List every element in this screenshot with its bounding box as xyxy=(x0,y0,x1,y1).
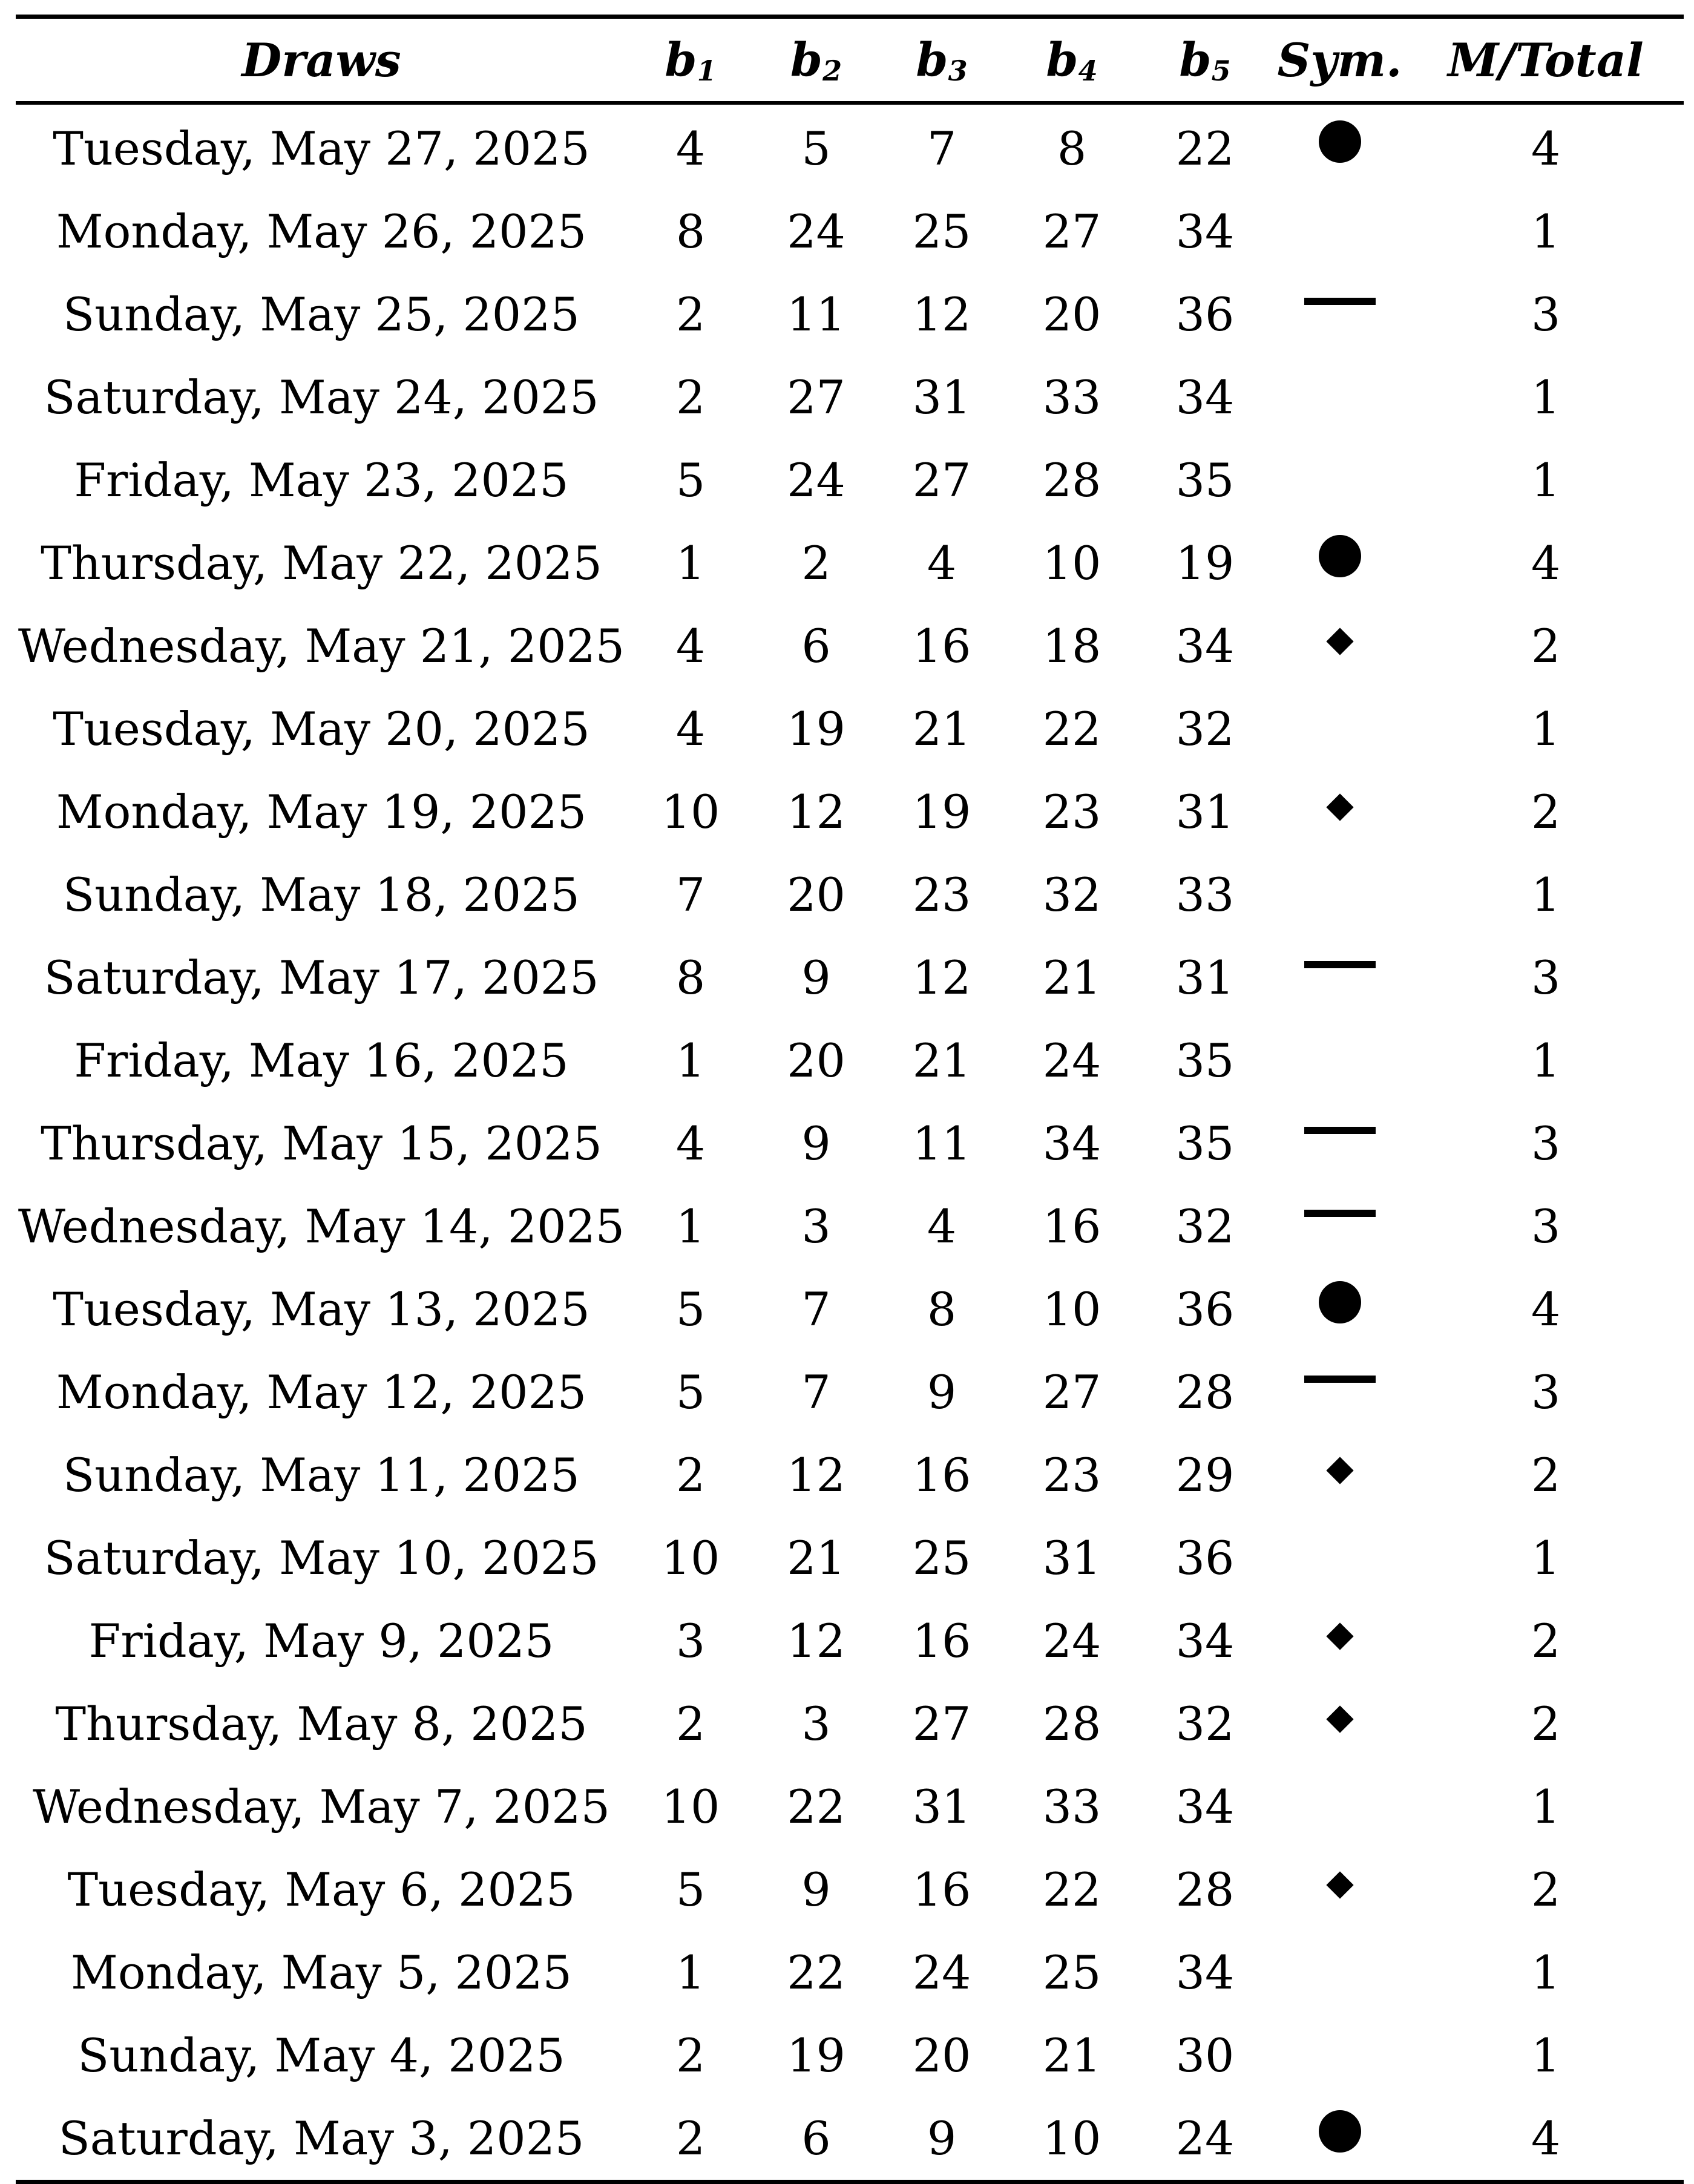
ball-b5: 32 xyxy=(1175,1697,1235,1751)
ball-b5: 36 xyxy=(1175,1531,1235,1585)
ball-b3: 23 xyxy=(912,868,971,922)
ball-b2: 2 xyxy=(801,536,831,590)
draw-date: Tuesday, May 6, 2025 xyxy=(67,1863,576,1917)
ball-b2: 19 xyxy=(787,2028,845,2082)
ball-b3: 8 xyxy=(927,1282,957,1336)
ball-b5: 35 xyxy=(1175,1117,1235,1170)
symbol-cell xyxy=(1272,770,1408,853)
ball-b5: 35 xyxy=(1175,453,1235,507)
match-total: 1 xyxy=(1531,205,1561,258)
draw-date: Sunday, May 4, 2025 xyxy=(77,2028,565,2082)
header-b1 xyxy=(627,19,754,101)
ball-b4: 10 xyxy=(1042,536,1101,590)
match-total: 1 xyxy=(1531,1780,1561,1834)
match-total: 1 xyxy=(1531,868,1561,922)
draw-date: Thursday, May 8, 2025 xyxy=(55,1697,588,1751)
ball-b5: 34 xyxy=(1175,1946,1235,1999)
ball-b1: 2 xyxy=(675,287,706,341)
draw-date: Monday, May 26, 2025 xyxy=(56,205,587,258)
symbol-cell xyxy=(1272,1765,1408,1848)
draws-table-container xyxy=(16,15,1684,2184)
table-row xyxy=(16,1268,1684,1351)
circle-icon xyxy=(1319,120,1361,163)
ball-b4: 22 xyxy=(1042,1863,1101,1917)
header-sym: Sym. xyxy=(1277,33,1402,87)
dash-icon xyxy=(1304,1127,1376,1134)
match-total: 3 xyxy=(1531,951,1561,1005)
ball-b2: 21 xyxy=(787,1531,845,1585)
table-row xyxy=(16,1682,1684,1765)
match-total: 1 xyxy=(1531,453,1561,507)
symbol-cell xyxy=(1272,1019,1408,1102)
ball-b4: 8 xyxy=(1057,122,1087,175)
ball-b3: 25 xyxy=(912,205,971,258)
ball-b1: 1 xyxy=(675,1199,706,1253)
draw-date: Wednesday, May 14, 2025 xyxy=(18,1199,625,1253)
ball-b4: 23 xyxy=(1042,1448,1101,1502)
ball-b2: 24 xyxy=(787,205,845,258)
ball-b3: 31 xyxy=(912,1780,971,1834)
draw-date: Tuesday, May 20, 2025 xyxy=(53,702,590,756)
ball-b1: 5 xyxy=(675,1365,706,1419)
ball-b3: 16 xyxy=(912,619,971,673)
ball-b1: 4 xyxy=(675,619,706,673)
table-row xyxy=(16,770,1684,853)
ball-b3: 9 xyxy=(927,1365,957,1419)
circle-icon xyxy=(1319,535,1361,577)
table-row xyxy=(16,1931,1684,2014)
symbol-cell xyxy=(1272,1517,1408,1599)
header-b5-letter: b xyxy=(1179,33,1212,87)
ball-b2: 12 xyxy=(787,785,845,839)
diamond-icon xyxy=(1326,628,1353,655)
ball-b1: 8 xyxy=(675,951,706,1005)
header-b4-subscript: 4 xyxy=(1078,54,1098,87)
draw-date: Wednesday, May 21, 2025 xyxy=(18,619,625,673)
header-row xyxy=(16,19,1684,101)
ball-b5: 34 xyxy=(1175,205,1235,258)
ball-b1: 1 xyxy=(675,1034,706,1087)
diamond-icon xyxy=(1326,1871,1353,1898)
draw-date: Sunday, May 11, 2025 xyxy=(63,1448,580,1502)
ball-b2: 3 xyxy=(801,1199,831,1253)
header-b1-letter: b xyxy=(665,33,697,87)
table-row xyxy=(16,1599,1684,1682)
ball-b4: 10 xyxy=(1042,1282,1101,1336)
match-total: 1 xyxy=(1531,1531,1561,1585)
ball-b2: 9 xyxy=(801,1863,831,1917)
table-row xyxy=(16,356,1684,439)
symbol-cell xyxy=(1272,105,1408,190)
ball-b5: 34 xyxy=(1175,370,1235,424)
ball-b4: 27 xyxy=(1042,1365,1101,1419)
ball-b5: 22 xyxy=(1175,122,1235,175)
draw-date: Sunday, May 25, 2025 xyxy=(63,287,580,341)
table-row xyxy=(16,105,1684,190)
header-b3-letter: b xyxy=(916,33,948,87)
symbol-cell xyxy=(1272,439,1408,522)
table-row xyxy=(16,1848,1684,1931)
ball-b1: 10 xyxy=(661,785,720,839)
table-row xyxy=(16,439,1684,522)
ball-b2: 5 xyxy=(801,122,831,175)
symbol-cell xyxy=(1272,687,1408,770)
ball-b4: 31 xyxy=(1042,1531,1101,1585)
ball-b3: 12 xyxy=(912,951,971,1005)
ball-b2: 6 xyxy=(801,2111,831,2165)
symbol-cell xyxy=(1272,936,1408,1019)
ball-b4: 16 xyxy=(1042,1199,1101,1253)
ball-b5: 30 xyxy=(1175,2028,1235,2082)
ball-b3: 16 xyxy=(912,1863,971,1917)
ball-b4: 24 xyxy=(1042,1614,1101,1668)
ball-b4: 28 xyxy=(1042,453,1101,507)
symbol-cell xyxy=(1272,190,1408,273)
match-total: 4 xyxy=(1531,1282,1561,1336)
ball-b1: 10 xyxy=(661,1780,720,1834)
match-total: 2 xyxy=(1531,785,1561,839)
table-row xyxy=(16,853,1684,936)
diamond-icon xyxy=(1326,1457,1353,1484)
ball-b1: 2 xyxy=(675,1448,706,1502)
circle-icon xyxy=(1319,2110,1361,2153)
draws-table xyxy=(16,19,1684,2180)
match-total: 3 xyxy=(1531,1365,1561,1419)
match-total: 3 xyxy=(1531,1199,1561,1253)
ball-b2: 22 xyxy=(787,1946,845,1999)
ball-b3: 16 xyxy=(912,1614,971,1668)
ball-b4: 33 xyxy=(1042,370,1101,424)
ball-b2: 3 xyxy=(801,1697,831,1751)
match-total: 2 xyxy=(1531,1697,1561,1751)
header-b5-subscript: 5 xyxy=(1211,54,1231,87)
ball-b2: 11 xyxy=(787,287,845,341)
match-total: 4 xyxy=(1531,122,1561,175)
draw-date: Friday, May 16, 2025 xyxy=(74,1034,569,1087)
header-b2-letter: b xyxy=(790,33,823,87)
ball-b4: 20 xyxy=(1042,287,1101,341)
table-row xyxy=(16,1517,1684,1599)
ball-b3: 25 xyxy=(912,1531,971,1585)
ball-b4: 21 xyxy=(1042,951,1101,1005)
ball-b3: 9 xyxy=(927,2111,957,2165)
table-row xyxy=(16,1765,1684,1848)
table-row xyxy=(16,605,1684,687)
ball-b5: 29 xyxy=(1175,1448,1235,1502)
ball-b1: 2 xyxy=(675,370,706,424)
ball-b3: 4 xyxy=(927,536,957,590)
header-b4 xyxy=(1005,19,1138,101)
ball-b5: 34 xyxy=(1175,1614,1235,1668)
ball-b2: 12 xyxy=(787,1614,845,1668)
ball-b3: 20 xyxy=(912,2028,971,2082)
symbol-cell xyxy=(1272,273,1408,356)
header-b1-subscript: 1 xyxy=(697,54,717,87)
ball-b1: 10 xyxy=(661,1531,720,1585)
ball-b5: 32 xyxy=(1175,1199,1235,1253)
match-total: 1 xyxy=(1531,1034,1561,1087)
symbol-cell xyxy=(1272,2097,1408,2180)
symbol-cell xyxy=(1272,522,1408,605)
ball-b3: 21 xyxy=(912,702,971,756)
ball-b2: 12 xyxy=(787,1448,845,1502)
symbol-cell xyxy=(1272,853,1408,936)
ball-b3: 12 xyxy=(912,287,971,341)
dash-icon xyxy=(1304,1210,1376,1217)
ball-b2: 24 xyxy=(787,453,845,507)
ball-b1: 5 xyxy=(675,1863,706,1917)
draw-date: Thursday, May 15, 2025 xyxy=(41,1117,602,1170)
header-b3 xyxy=(878,19,1005,101)
dash-icon xyxy=(1304,1376,1376,1383)
match-total: 1 xyxy=(1531,2028,1561,2082)
header-draws: Draws xyxy=(241,33,401,87)
ball-b2: 27 xyxy=(787,370,845,424)
ball-b3: 24 xyxy=(912,1946,971,1999)
ball-b3: 19 xyxy=(912,785,971,839)
match-total: 2 xyxy=(1531,619,1561,673)
ball-b2: 7 xyxy=(801,1282,831,1336)
ball-b5: 28 xyxy=(1175,1863,1235,1917)
match-total: 2 xyxy=(1531,1448,1561,1502)
ball-b1: 5 xyxy=(675,453,706,507)
ball-b4: 22 xyxy=(1042,702,1101,756)
ball-b2: 20 xyxy=(787,868,845,922)
table-row xyxy=(16,273,1684,356)
match-total: 1 xyxy=(1531,370,1561,424)
symbol-cell xyxy=(1272,1434,1408,1517)
ball-b1: 2 xyxy=(675,1697,706,1751)
ball-b3: 16 xyxy=(912,1448,971,1502)
draw-date: Sunday, May 18, 2025 xyxy=(63,868,580,922)
ball-b5: 32 xyxy=(1175,702,1235,756)
ball-b3: 21 xyxy=(912,1034,971,1087)
draw-date: Friday, May 9, 2025 xyxy=(88,1614,554,1668)
ball-b4: 21 xyxy=(1042,2028,1101,2082)
header-b2 xyxy=(754,19,878,101)
symbol-cell xyxy=(1272,1268,1408,1351)
ball-b3: 11 xyxy=(912,1117,971,1170)
ball-b3: 31 xyxy=(912,370,971,424)
ball-b4: 24 xyxy=(1042,1034,1101,1087)
match-total: 4 xyxy=(1531,536,1561,590)
table-row xyxy=(16,190,1684,273)
draw-date: Saturday, May 3, 2025 xyxy=(58,2111,585,2165)
symbol-cell xyxy=(1272,1185,1408,1268)
diamond-icon xyxy=(1326,1705,1353,1733)
ball-b1: 4 xyxy=(675,122,706,175)
ball-b4: 25 xyxy=(1042,1946,1101,1999)
ball-b4: 32 xyxy=(1042,868,1101,922)
ball-b4: 34 xyxy=(1042,1117,1101,1170)
table-row xyxy=(16,1351,1684,1434)
table-row xyxy=(16,1185,1684,1268)
ball-b1: 1 xyxy=(675,536,706,590)
match-total: 1 xyxy=(1531,702,1561,756)
ball-b3: 4 xyxy=(927,1199,957,1253)
draw-date: Tuesday, May 13, 2025 xyxy=(53,1282,590,1336)
ball-b1: 8 xyxy=(675,205,706,258)
ball-b2: 19 xyxy=(787,702,845,756)
draw-date: Friday, May 23, 2025 xyxy=(74,453,569,507)
symbol-cell xyxy=(1272,1351,1408,1434)
ball-b5: 34 xyxy=(1175,619,1235,673)
dash-icon xyxy=(1304,298,1376,305)
symbol-cell xyxy=(1272,2014,1408,2097)
symbol-cell xyxy=(1272,1102,1408,1185)
ball-b5: 33 xyxy=(1175,868,1235,922)
ball-b4: 23 xyxy=(1042,785,1101,839)
ball-b1: 4 xyxy=(675,702,706,756)
symbol-cell xyxy=(1272,1599,1408,1682)
header-b3-subscript: 3 xyxy=(948,54,968,87)
ball-b5: 24 xyxy=(1175,2111,1235,2165)
ball-b1: 2 xyxy=(675,2111,706,2165)
ball-b5: 36 xyxy=(1175,1282,1235,1336)
table-row xyxy=(16,1019,1684,1102)
table-row xyxy=(16,2097,1684,2180)
ball-b3: 27 xyxy=(912,453,971,507)
ball-b5: 36 xyxy=(1175,287,1235,341)
ball-b4: 27 xyxy=(1042,205,1101,258)
circle-icon xyxy=(1319,1281,1361,1323)
draw-date: Thursday, May 22, 2025 xyxy=(41,536,602,590)
draw-date: Wednesday, May 7, 2025 xyxy=(33,1780,610,1834)
header-b2-subscript: 2 xyxy=(822,54,842,87)
table-row xyxy=(16,522,1684,605)
ball-b4: 10 xyxy=(1042,2111,1101,2165)
ball-b5: 35 xyxy=(1175,1034,1235,1087)
draw-date: Saturday, May 17, 2025 xyxy=(44,951,599,1005)
table-row xyxy=(16,2014,1684,2097)
draw-date: Monday, May 19, 2025 xyxy=(56,785,587,839)
header-mtotal: M/Total xyxy=(1448,33,1644,87)
draw-date: Saturday, May 24, 2025 xyxy=(44,370,599,424)
ball-b1: 1 xyxy=(675,1946,706,1999)
ball-b5: 19 xyxy=(1175,536,1235,590)
dash-icon xyxy=(1304,961,1376,968)
diamond-icon xyxy=(1326,793,1353,821)
draw-date: Monday, May 12, 2025 xyxy=(56,1365,587,1419)
ball-b5: 31 xyxy=(1175,785,1235,839)
ball-b1: 4 xyxy=(675,1117,706,1170)
table-row xyxy=(16,1102,1684,1185)
match-total: 2 xyxy=(1531,1863,1561,1917)
match-total: 2 xyxy=(1531,1614,1561,1668)
header-b5 xyxy=(1138,19,1272,101)
ball-b4: 28 xyxy=(1042,1697,1101,1751)
match-total: 3 xyxy=(1531,287,1561,341)
ball-b5: 34 xyxy=(1175,1780,1235,1834)
symbol-cell xyxy=(1272,1931,1408,2014)
draw-date: Monday, May 5, 2025 xyxy=(71,1946,572,1999)
ball-b2: 9 xyxy=(801,951,831,1005)
ball-b2: 9 xyxy=(801,1117,831,1170)
ball-b1: 2 xyxy=(675,2028,706,2082)
symbol-cell xyxy=(1272,1848,1408,1931)
ball-b2: 7 xyxy=(801,1365,831,1419)
top-rule xyxy=(16,15,1684,19)
match-total: 4 xyxy=(1531,2111,1561,2165)
ball-b3: 7 xyxy=(927,122,957,175)
ball-b4: 18 xyxy=(1042,619,1101,673)
ball-b2: 20 xyxy=(787,1034,845,1087)
symbol-cell xyxy=(1272,605,1408,687)
match-total: 3 xyxy=(1531,1117,1561,1170)
bottom-rule xyxy=(16,2180,1684,2184)
ball-b1: 5 xyxy=(675,1282,706,1336)
ball-b2: 22 xyxy=(787,1780,845,1834)
draw-date: Tuesday, May 27, 2025 xyxy=(53,122,590,175)
ball-b5: 31 xyxy=(1175,951,1235,1005)
ball-b2: 6 xyxy=(801,619,831,673)
ball-b4: 33 xyxy=(1042,1780,1101,1834)
header-b4-letter: b xyxy=(1046,33,1078,87)
diamond-icon xyxy=(1326,1622,1353,1650)
symbol-cell xyxy=(1272,1682,1408,1765)
ball-b1: 3 xyxy=(675,1614,706,1668)
table-row xyxy=(16,936,1684,1019)
match-total: 1 xyxy=(1531,1946,1561,1999)
symbol-cell xyxy=(1272,356,1408,439)
table-header xyxy=(16,19,1684,105)
table-body xyxy=(16,105,1684,2180)
draw-date: Saturday, May 10, 2025 xyxy=(44,1531,599,1585)
ball-b1: 7 xyxy=(675,868,706,922)
ball-b3: 27 xyxy=(912,1697,971,1751)
ball-b5: 28 xyxy=(1175,1365,1235,1419)
table-row xyxy=(16,1434,1684,1517)
table-row xyxy=(16,687,1684,770)
